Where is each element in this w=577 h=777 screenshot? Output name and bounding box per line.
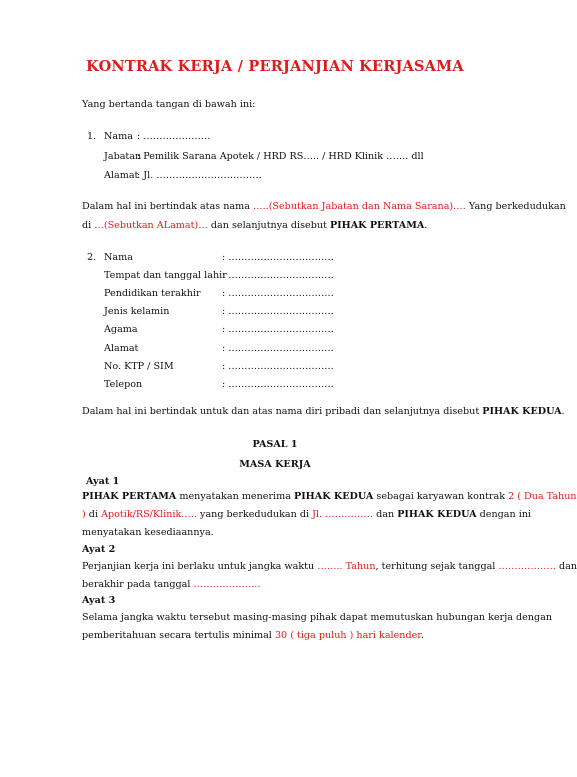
party2-field-label: Agama	[104, 324, 138, 335]
pasal-heading: PASAL 1	[252, 439, 298, 450]
party2-field-label: Nama	[104, 252, 133, 263]
document-title: KONTRAK KERJA / PERJANJIAN KERJASAMA	[86, 58, 464, 75]
party2-field-value: : ……………………………	[222, 379, 334, 390]
party1-alamat-label: Alamat	[104, 170, 139, 181]
party2-field-value: : ……………………………	[222, 306, 334, 317]
party1-jabatan-value: : Pemilik Sarana Apotek / HRD RS….. / HRD Klinik ……. dll	[137, 151, 424, 162]
party2-field-label: Pendidikan terakhir	[104, 288, 201, 299]
party2-field-label: No. KTP / SIM	[104, 361, 174, 372]
ayat1-title: Ayat 1	[86, 476, 120, 487]
ayat1-line2: ) di Apotik/RS/Klinik….. yang berkedudukan di Jl. …………… dan PIHAK KEDUA dengan ini	[82, 509, 532, 520]
party2-field-value: : ……………………………	[222, 343, 334, 354]
ayat3-line1: Selama jangka waktu tersebut masing-masing pihak dapat memutuskan hubungan kerja dengan	[82, 612, 552, 623]
party2-field-value: : ……………………………	[222, 288, 334, 299]
party2-field-value: : ……………………………	[222, 361, 334, 372]
party1-alamat-value: : Jl. ……………………………	[137, 170, 262, 181]
party1-nama-label: Nama	[104, 131, 133, 142]
ayat3-line2: pemberitahuan secara tertulis minimal 30 ( tiga puluh ) hari kalender.	[82, 630, 424, 641]
party2-paragraph: Dalam hal ini bertindak untuk dan atas nama diri pribadi dan selanjutnya disebut PIHAK KEDUA.	[82, 406, 565, 417]
party2-field-value: : ……………………………	[222, 270, 334, 281]
party1-jabatan-label: Jabatan	[104, 151, 142, 162]
party2-field-label: Jenis kelamin	[104, 306, 170, 317]
party2-field-value: : ……………………………	[222, 252, 334, 263]
party2-field-value: : ……………………………	[222, 324, 334, 335]
party2-field-label: Telepon	[104, 379, 143, 390]
ayat1-line1: PIHAK PERTAMA menyatakan menerima PIHAK KEDUA sebagai karyawan kontrak 2 ( Dua Tahun	[82, 491, 577, 502]
ayat2-line1: Perjanjian kerja ini berlaku untuk jangka waktu …….. Tahun, terhitung sejak tanggal ……………… dan	[82, 561, 577, 572]
party2-number: 2.	[87, 252, 97, 263]
ayat3-title: Ayat 3	[82, 595, 116, 606]
ayat2-line2: berakhir pada tanggal …………………	[82, 579, 261, 590]
pasal-subheading: MASA KERJA	[239, 459, 311, 470]
intro-text: Yang bertanda tangan di bawah ini:	[82, 99, 256, 110]
party1-number: 1.	[87, 131, 97, 142]
ayat2-title: Ayat 2	[82, 544, 116, 555]
party2-field-label: Tempat dan tanggal lahir	[104, 270, 227, 281]
party1-paragraph-line2: di …(Sebutkan ALamat)… dan selanjutnya disebut PIHAK PERTAMA.	[82, 220, 428, 231]
party1-nama-value: : …………………	[137, 131, 211, 142]
party1-paragraph-line1: Dalam hal ini bertindak atas nama …..(Sebutkan Jabatan dan Nama Sarana)…. Yang berkedudukan	[82, 201, 566, 212]
party2-field-label: Alamat	[104, 343, 139, 354]
ayat1-line3: menyatakan kesediaannya.	[82, 527, 214, 538]
